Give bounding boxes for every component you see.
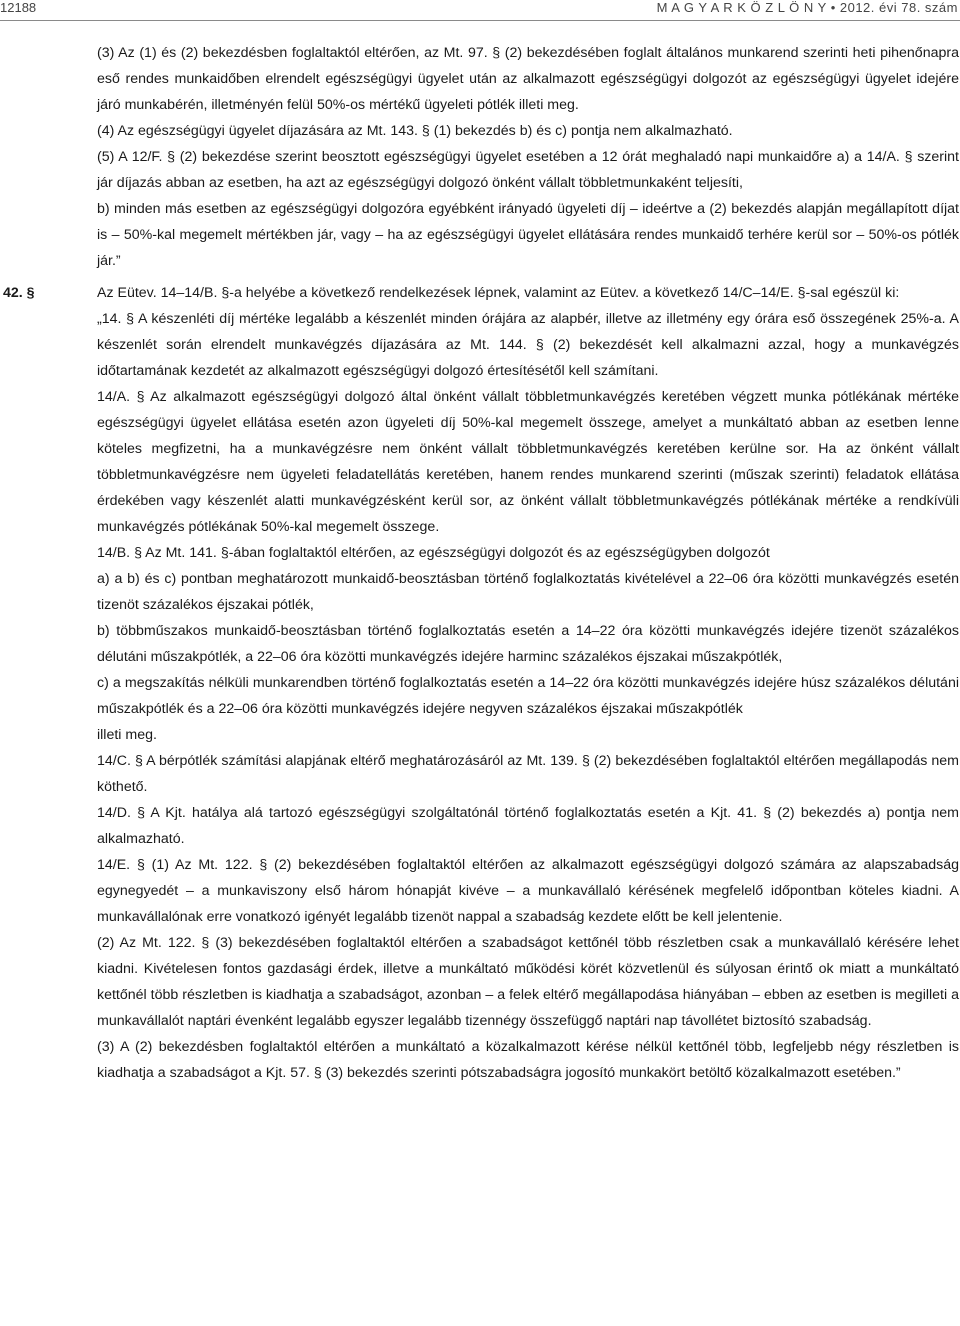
- paragraph: c) a megszakítás nélküli munkarendben történő foglalkoztatás esetén a 14–22 óra közötti munkavégzés idejére húsz százalékos délutáni műszakpótlék és a 22–06 óra közötti munkavégzés idejére negyven százalékos éjszakai műszakpótlék: [97, 675, 959, 717]
- paragraph: illeti meg.: [97, 727, 157, 743]
- paragraph: (2) Az Mt. 122. § (3) bekezdésében foglaltaktól eltérően a szabadságot kettőnél több részletben csak a munkavállaló kérésére lehet kiadni. Kivételesen fontos gazdasági érdek, illetve a munkáltató működési körét közvetlenül és súlyosan érintő ok miatt a munkáltató kettőnél több részletben is kiadhatja a szabadságot, azonban – a felek eltérő megállapodása hiányában – ebben az esetben is megilleti a munkavállalót naptári évenként legalább egyszer legalább tizennégy összefüggő naptári nap távollétet biztosító szabadság.: [97, 935, 959, 1029]
- paragraph: 14/C. § A bérpótlék számítási alapjának eltérő meghatározásáról az Mt. 139. § (2) bekezdésében foglaltaktól eltérően megállapodás nem köthető.: [97, 753, 959, 795]
- section-number: 42. §: [3, 285, 35, 301]
- paragraph: (3) Az (1) és (2) bekezdésben foglaltaktól eltérően, az Mt. 97. § (2) bekezdésében foglalt általános munkarend szerinti heti pihenőnapra eső rendes munkaidőben elrendelt egészségügyi ügyelet után az alkalmazott egészségügyi dolgozót az egészségügyi ügyelet idejére járó munkabérén, illetményén felül 50%-os mértékű ügyeleti pótlék illeti meg.: [97, 45, 959, 113]
- paragraph: „14. § A készenléti díj mértéke legalább a készenlét minden órájára az alapbér, illetve az illetmény egy órára eső összegének 25%-a. A készenlét során elrendelt munkavégzés díjazására az Mt. 144. § (2) bekezdését kell alkalmazni azzal, hogy a munkavégzés időtartamának kezdetét az alkalmazott egészségügyi dolgozó értesítésétől kell számítani.: [97, 311, 959, 379]
- header-rule: [0, 20, 960, 21]
- paragraph: (3) A (2) bekezdésben foglaltaktól eltérően a munkáltató a közalkalmazott kérése nélkül kettőnél több, legfeljebb négy részletben is kiadhatja a szabadságot a Kjt. 57. § (3) bekezdés szerinti pótszabadságra jogosító munkakört betöltő közalkalmazott esetében.”: [97, 1039, 959, 1081]
- paragraph: b) többműszakos munkaidő-beosztásban történő foglalkoztatás esetén a 14–22 óra közötti munkavégzés idejére tizenöt százalékos délutáni műszakpótlék, a 22–06 óra közötti munkavégzés idejére harminc százalékos éjszakai műszakpótlék,: [97, 623, 959, 665]
- page-number: 12188: [0, 0, 37, 15]
- section-42: [3, 280, 959, 1086]
- document-body: [3, 40, 959, 1086]
- paragraph: (5) A 12/F. § (2) bekezdése szerint beosztott egészségügyi ügyelet esetében a 12 órát meghaladó napi munkaidőre a) a 14/A. § szerint jár díjazás abban az esetben, ha azt az egészségügyi dolgozó önként vállalt többletmunkaként teljesíti,: [97, 149, 959, 191]
- journal-title: M A G Y A R K Ö Z L Ö N Y • 2012. évi 78. szám: [656, 0, 958, 15]
- paragraph: 14/B. § Az Mt. 141. §-ában foglaltaktól eltérően, az egészségügyi dolgozót és az egészségügyben dolgozót: [97, 545, 770, 561]
- section-intro: Az Eütev. 14–14/B. §-a helyébe a következő rendelkezések lépnek, valamint az Eütev. a következő 14/C–14/E. §-sal egészül ki:: [97, 285, 900, 301]
- paragraph: 14/A. § Az alkalmazott egészségügyi dolgozó által önként vállalt többletmunkavégzés keretében végzett munka pótlékának mértéke egészségügyi ügyelet ellátása esetén azon ügyeleti díj 50%-kal megemelt összege, amelyet a munkáltató abban az esetben lenne köteles megfizetni, ha a munkavégzésre nem önként vállalt többletmunkavégzés keretében kerülne sor. Ha az önként vállalt többletmunkavégzésre nem ügyeleti feladatellátás keretében, hanem rendes munkarend szerinti (műszak szerinti) feladatok ellátása érdekében vagy készenlét alatti munkavégzésként kerül sor, az önként vállalt többletmunkavégzés pótlékának mértéke a rendkívüli munkavégzés pótlékának 50%-kal megemelt összege.: [97, 389, 959, 535]
- paragraph: (4) Az egészségügyi ügyelet díjazására az Mt. 143. § (1) bekezdés b) és c) pontja nem alkalmazható.: [97, 123, 733, 139]
- paragraph: a) a b) és c) pontban meghatározott munkaidő-beosztásban történő foglalkoztatás kivételével a 22–06 óra közötti munkavégzés esetén tizenöt százalékos éjszakai pótlék,: [97, 571, 959, 613]
- page-header: [0, 0, 960, 24]
- paragraph: b) minden más esetben az egészségügyi dolgozóra egyébként irányadó ügyeleti díj – ideértve a (2) bekezdés alapján megállapított díjat is – 50%-kal megemelt mértékben jár, vagy – ha az egészségügyi ügyelet ellátására rendes munkaidő terhére kerül sor – 50%-os pótlék jár.”: [97, 201, 959, 269]
- paragraph: 14/E. § (1) Az Mt. 122. § (2) bekezdésében foglaltaktól eltérően az alkalmazott egészségügyi dolgozó számára az alapszabadság egynegyedét – a munkaviszony első három hónapját kivéve – a munkavállaló kérésének megfelelő időpontban köteles kiadni. A munkavállalónak erre vonatkozó igényét legalább tizenöt nappal a szabadság kezdete előtt be kell jelentenie.: [97, 857, 959, 925]
- paragraph: 14/D. § A Kjt. hatálya alá tartozó egészségügyi szolgáltatónál történő foglalkoztatás esetén a Kjt. 41. § (2) bekezdés a) pontja nem alkalmazható.: [97, 805, 959, 847]
